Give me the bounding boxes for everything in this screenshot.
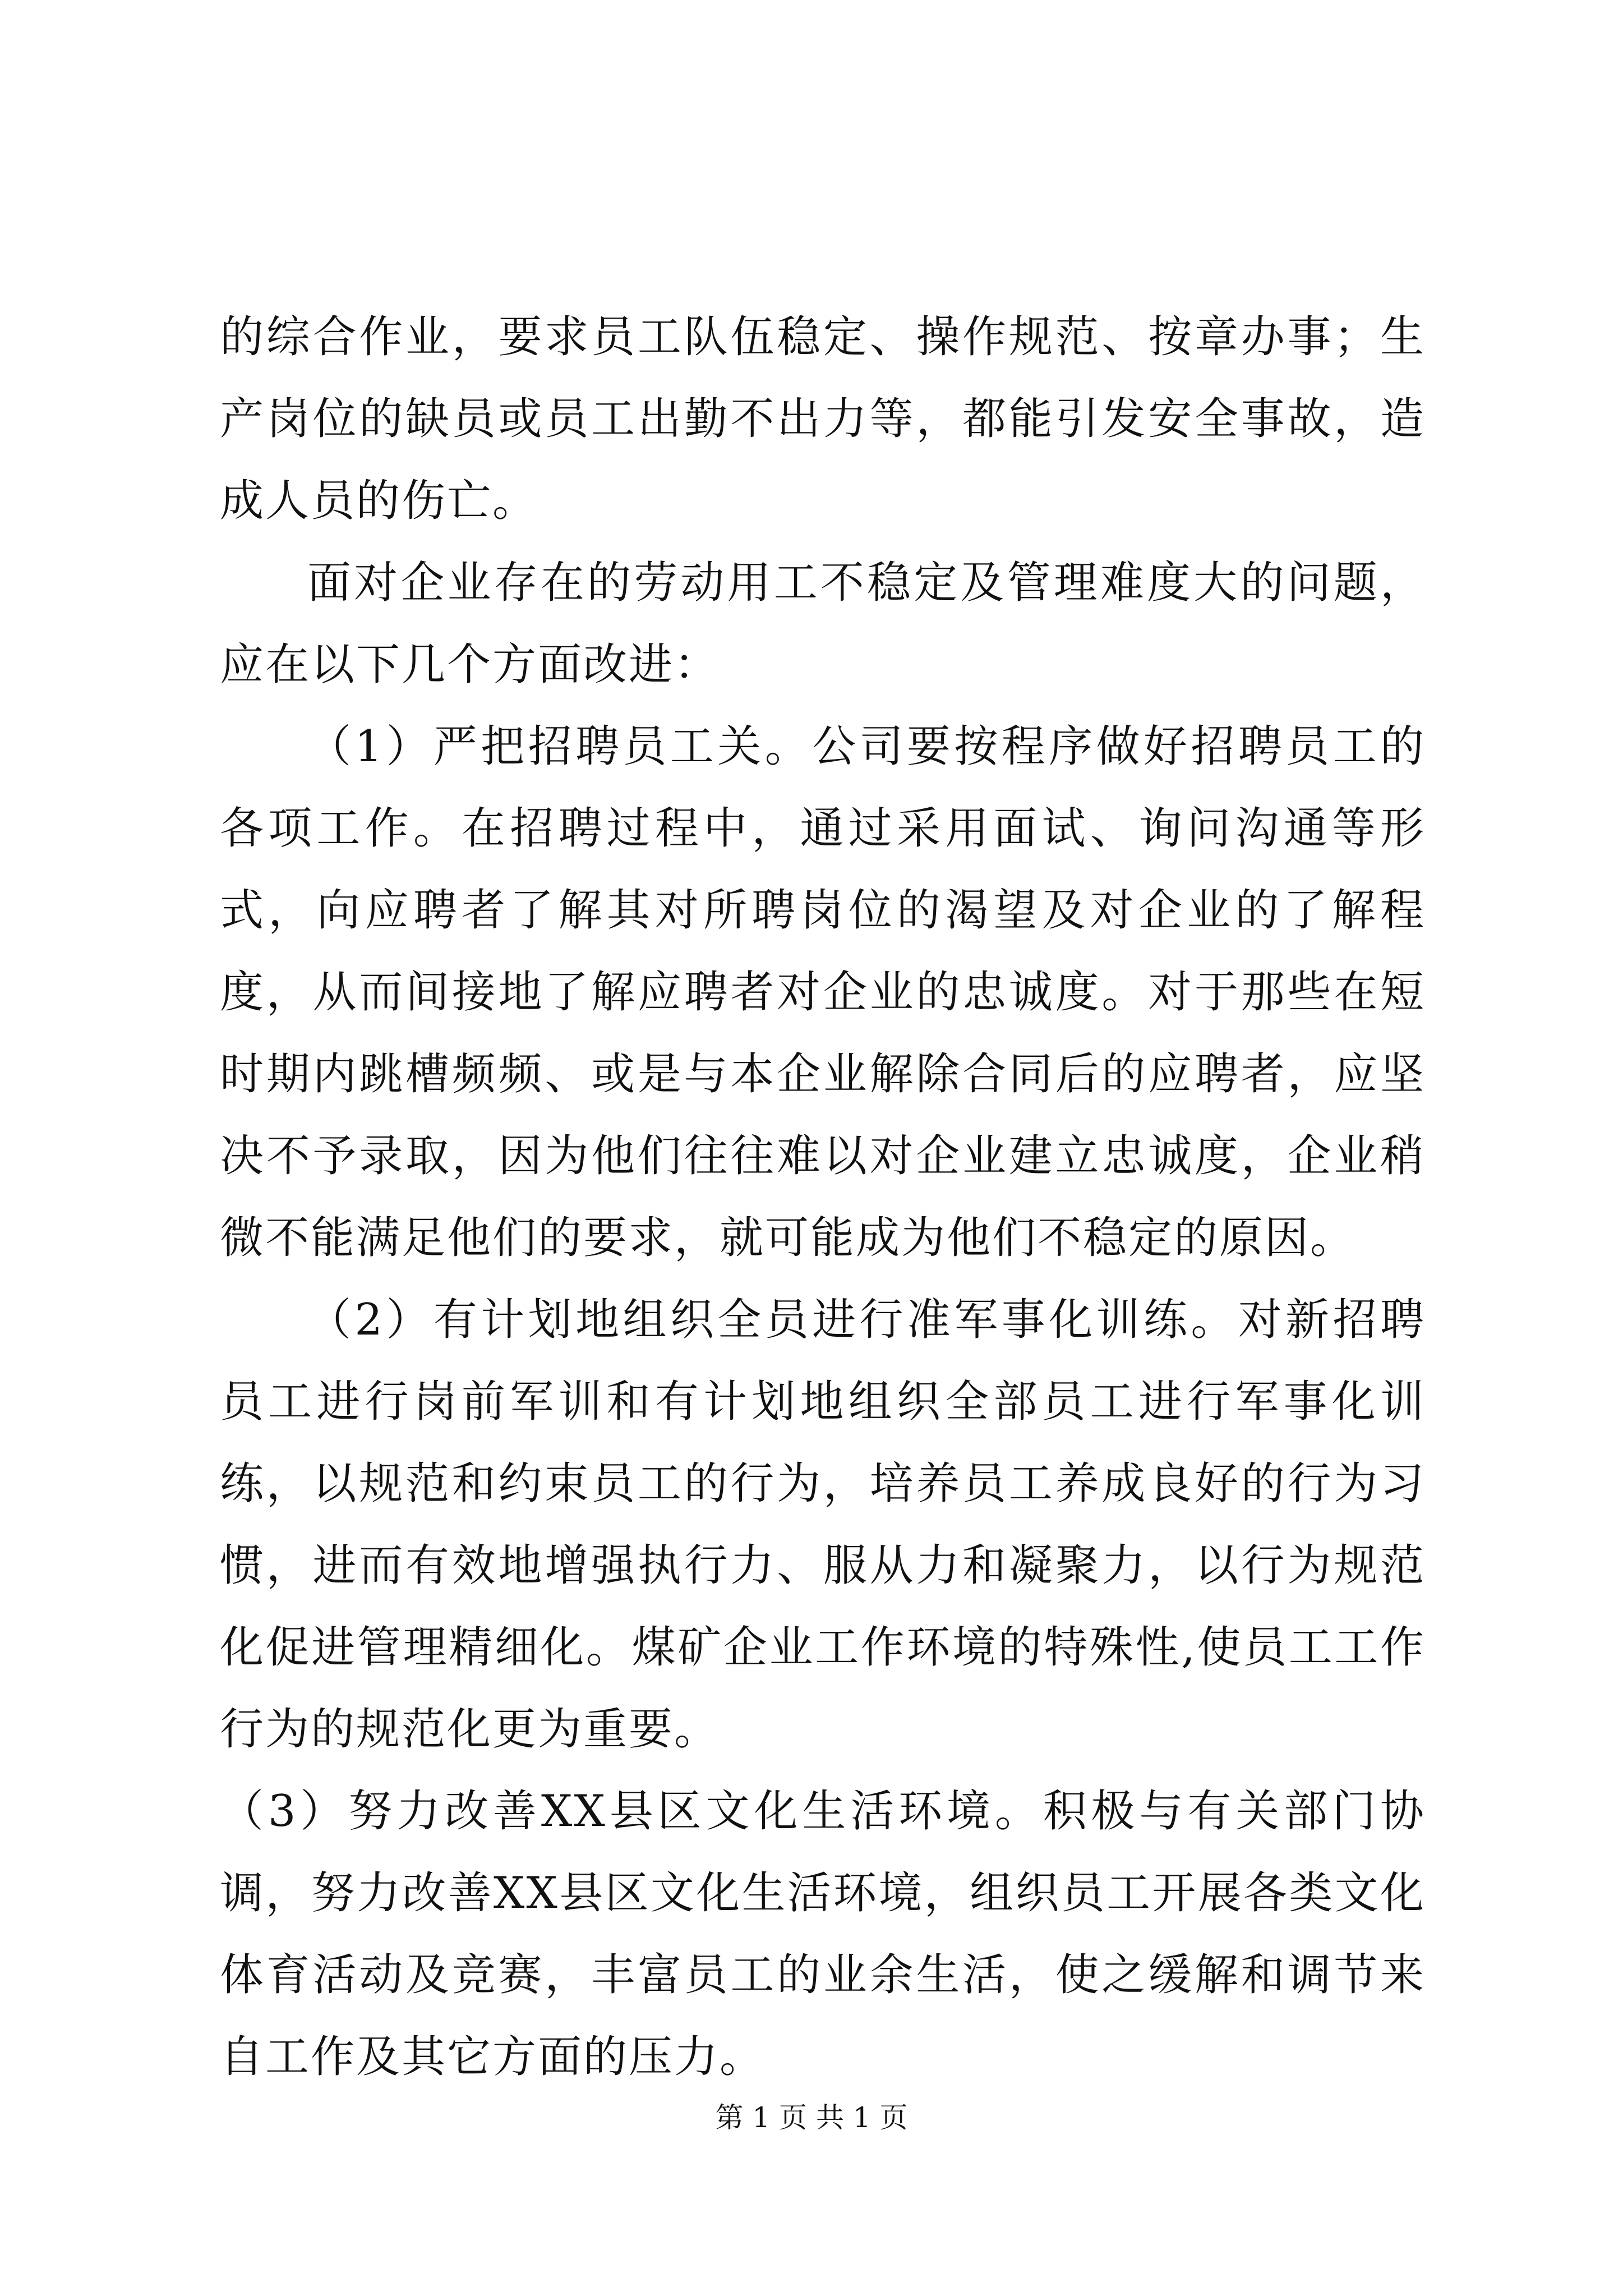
paragraph-item-3: （3）努力改善XX县区文化生活环境。积极与有关部门协调，努力改善XX县区文化生活环境，组织员工开展各类文化体育活动及竞赛，丰富员工的业余生活，使之缓解和调节来自工作及其它方面的压力。 (220, 1786, 1426, 2082)
paragraph-intro: 面对企业存在的劳动用工不稳定及管理难度大的问题，应在以下几个方面改进： (220, 558, 1426, 690)
page-number-footer: 第 1 页 共 1 页 (715, 2101, 908, 2134)
document-body (220, 296, 1426, 2098)
paragraph-item-2: （2）有计划地组织全员进行准军事化训练。对新招聘员工进行岗前军训和有计划地组织全部员工进行军事化训练，以规范和约束员工的行为，培养员工养成良好的行为习惯，进而有效地增强执行力、服从力和凝聚力，以行为规范化促进管理精细化。煤矿企业工作环境的特殊性,使员工工作行为的规范化更为重要。 (220, 1295, 1426, 1755)
paragraph-item-1: （1）严把招聘员工关。公司要按程序做好招聘员工的各项工作。在招聘过程中，通过采用面试、询问沟通等形式，向应聘者了解其对所聘岗位的渴望及对企业的了解程度，从而间接地了解应聘者对企业的忠诚度。对于那些在短时期内跳槽频频、或是与本企业解除合同后的应聘者，应坚决不予录取，因为他们往往难以对企业建立忠诚度，企业稍微不能满足他们的要求，就可能成为他们不稳定的原因。 (220, 721, 1426, 1263)
paragraph-continuation: 的综合作业，要求员工队伍稳定、操作规范、按章办事；生产岗位的缺员或员工出勤不出力等，都能引发安全事故，造成人员的伤亡。 (220, 312, 1426, 526)
